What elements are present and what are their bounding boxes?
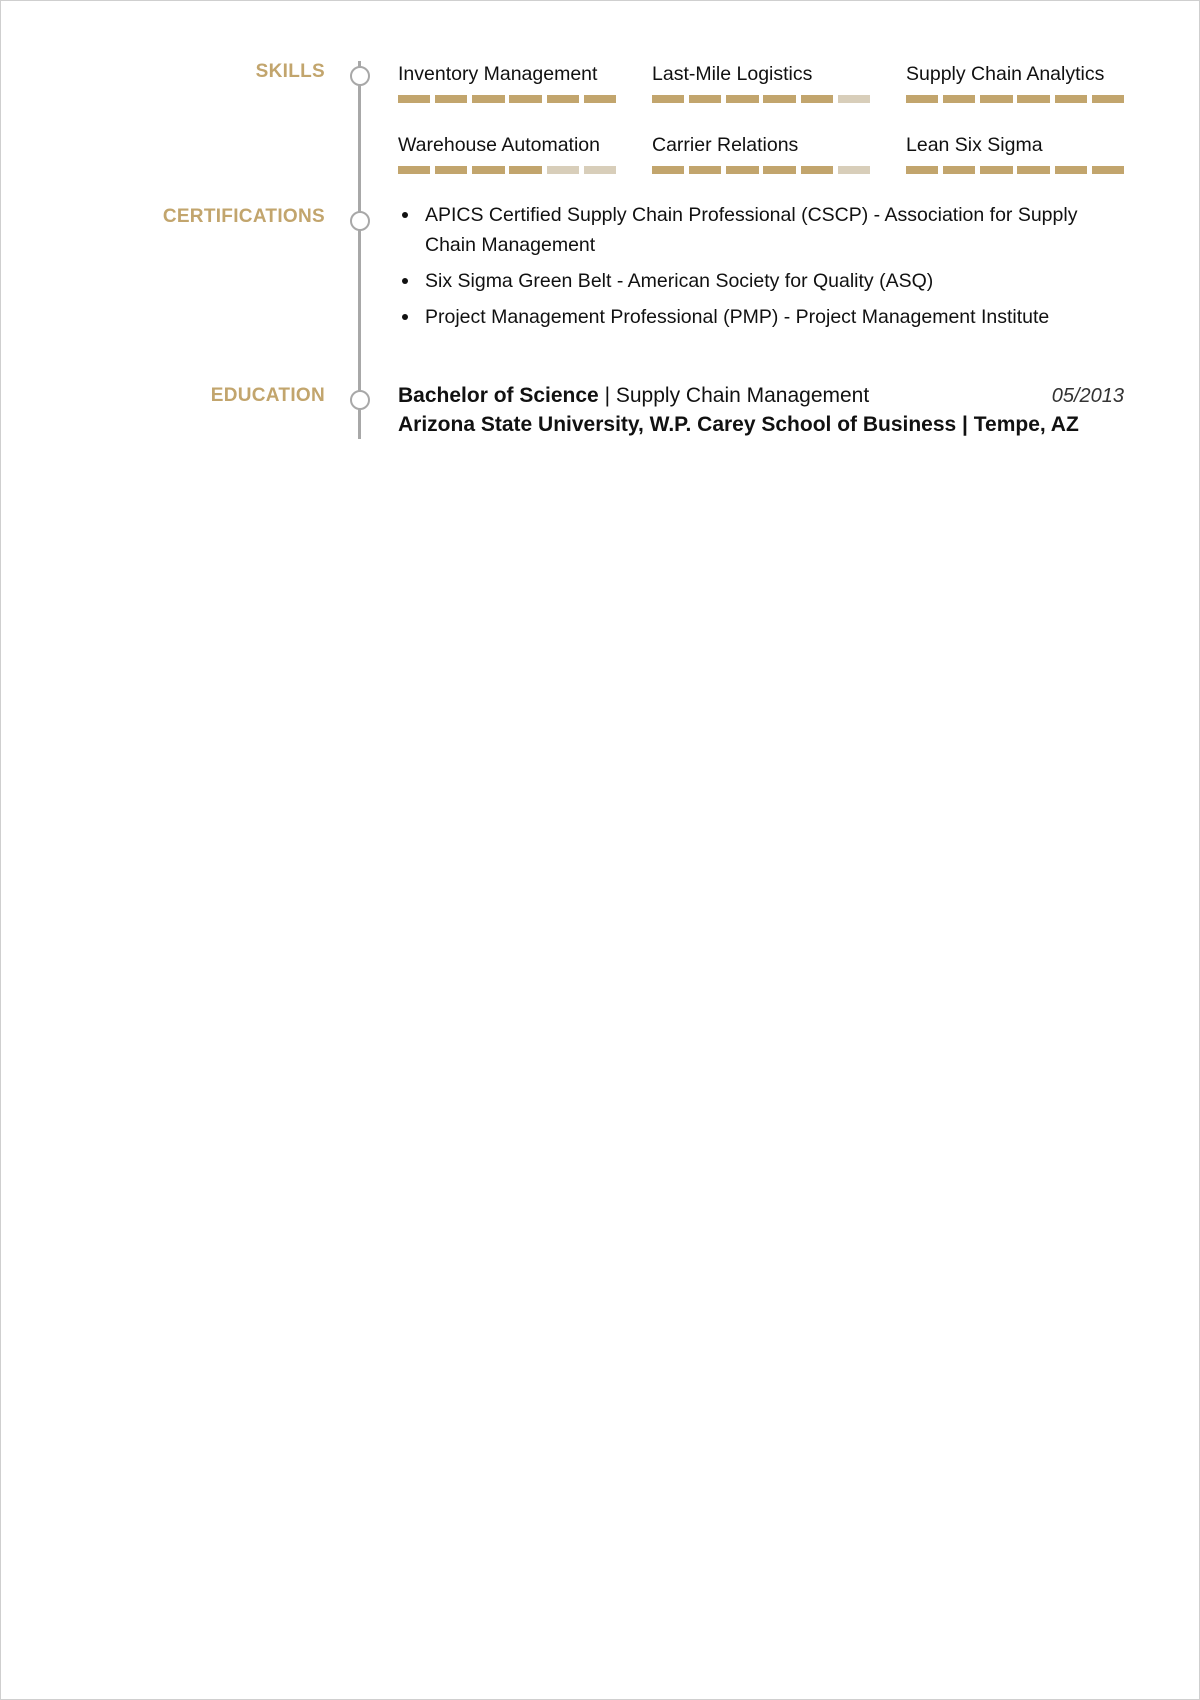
certifications-list	[398, 200, 1124, 332]
skill-segment-empty	[547, 166, 579, 174]
skill-segment-filled	[689, 95, 721, 103]
timeline-node-icon	[350, 66, 370, 86]
skill-level-bar	[652, 166, 870, 174]
skill-segment-filled	[763, 166, 795, 174]
list-item: Six Sigma Green Belt - American Society for Quality (ASQ)	[425, 266, 1124, 296]
skills-content	[398, 62, 1124, 174]
skill-level-bar	[652, 95, 870, 103]
skill-segment-filled	[980, 166, 1012, 174]
skill-item	[398, 62, 616, 103]
skill-segment-filled	[547, 95, 579, 103]
skill-segment-filled	[472, 166, 504, 174]
skill-segment-filled	[435, 95, 467, 103]
timeline-node-icon	[350, 211, 370, 231]
skill-segment-filled	[689, 166, 721, 174]
certifications-heading: CERTIFICATIONS	[162, 206, 325, 227]
education-heading: EDUCATION	[210, 385, 325, 406]
skill-segment-filled	[509, 95, 541, 103]
skill-segment-filled	[726, 95, 758, 103]
skill-name: Supply Chain Analytics	[906, 63, 1105, 85]
skill-segment-filled	[472, 95, 504, 103]
skill-item	[906, 62, 1124, 103]
skill-segment-filled	[906, 95, 938, 103]
skill-segment-filled	[1017, 166, 1049, 174]
skill-level-bar	[906, 95, 1124, 103]
skill-segment-filled	[652, 95, 684, 103]
skill-segment-filled	[398, 166, 430, 174]
degree-separator: |	[598, 384, 616, 407]
skill-segment-filled	[906, 166, 938, 174]
skill-segment-filled	[584, 95, 616, 103]
skill-segment-filled	[435, 166, 467, 174]
skill-item	[652, 62, 870, 103]
skill-segment-filled	[1092, 166, 1124, 174]
skill-name: Carrier Relations	[652, 134, 799, 156]
list-item: Project Management Professional (PMP) - Project Management Institute	[425, 302, 1124, 332]
skill-segment-filled	[943, 95, 975, 103]
skill-segment-filled	[980, 95, 1012, 103]
skills-grid	[398, 62, 1124, 174]
skill-item	[398, 133, 616, 174]
skill-segment-filled	[1055, 166, 1087, 174]
skill-level-bar	[398, 166, 616, 174]
education-content	[398, 382, 1124, 439]
skill-name: Lean Six Sigma	[906, 134, 1043, 156]
degree-field: Supply Chain Management	[615, 384, 870, 407]
school-name: Arizona State University, W.P. Carey School of Business | Tempe, AZ	[398, 413, 1079, 436]
skills-heading: SKILLS	[255, 61, 325, 82]
skill-segment-filled	[509, 166, 541, 174]
education-degree-line	[398, 382, 1124, 410]
skill-level-bar	[906, 166, 1124, 174]
skill-segment-empty	[584, 166, 616, 174]
list-item: APICS Certified Supply Chain Professional (CSCP) - Association for Supply Chain Management	[425, 200, 1124, 260]
skill-segment-filled	[1055, 95, 1087, 103]
skill-segment-filled	[801, 166, 833, 174]
skill-segment-empty	[838, 166, 870, 174]
skill-segment-filled	[943, 166, 975, 174]
skill-segment-filled	[726, 166, 758, 174]
skill-segment-filled	[763, 95, 795, 103]
degree-title: Bachelor of Science	[398, 384, 599, 407]
skill-segment-filled	[1092, 95, 1124, 103]
skill-level-bar	[398, 95, 616, 103]
skill-segment-filled	[398, 95, 430, 103]
skill-item	[906, 133, 1124, 174]
skill-segment-filled	[1017, 95, 1049, 103]
skill-name: Inventory Management	[398, 63, 598, 85]
skill-name: Last-Mile Logistics	[652, 63, 813, 85]
skill-segment-empty	[838, 95, 870, 103]
certifications-content	[398, 200, 1124, 338]
skill-item	[652, 133, 870, 174]
skill-segment-filled	[801, 95, 833, 103]
timeline-node-icon	[350, 390, 370, 410]
graduation-date: 05/2013	[1051, 385, 1124, 407]
skill-segment-filled	[652, 166, 684, 174]
skill-name: Warehouse Automation	[398, 134, 600, 156]
timeline-line	[358, 61, 361, 439]
